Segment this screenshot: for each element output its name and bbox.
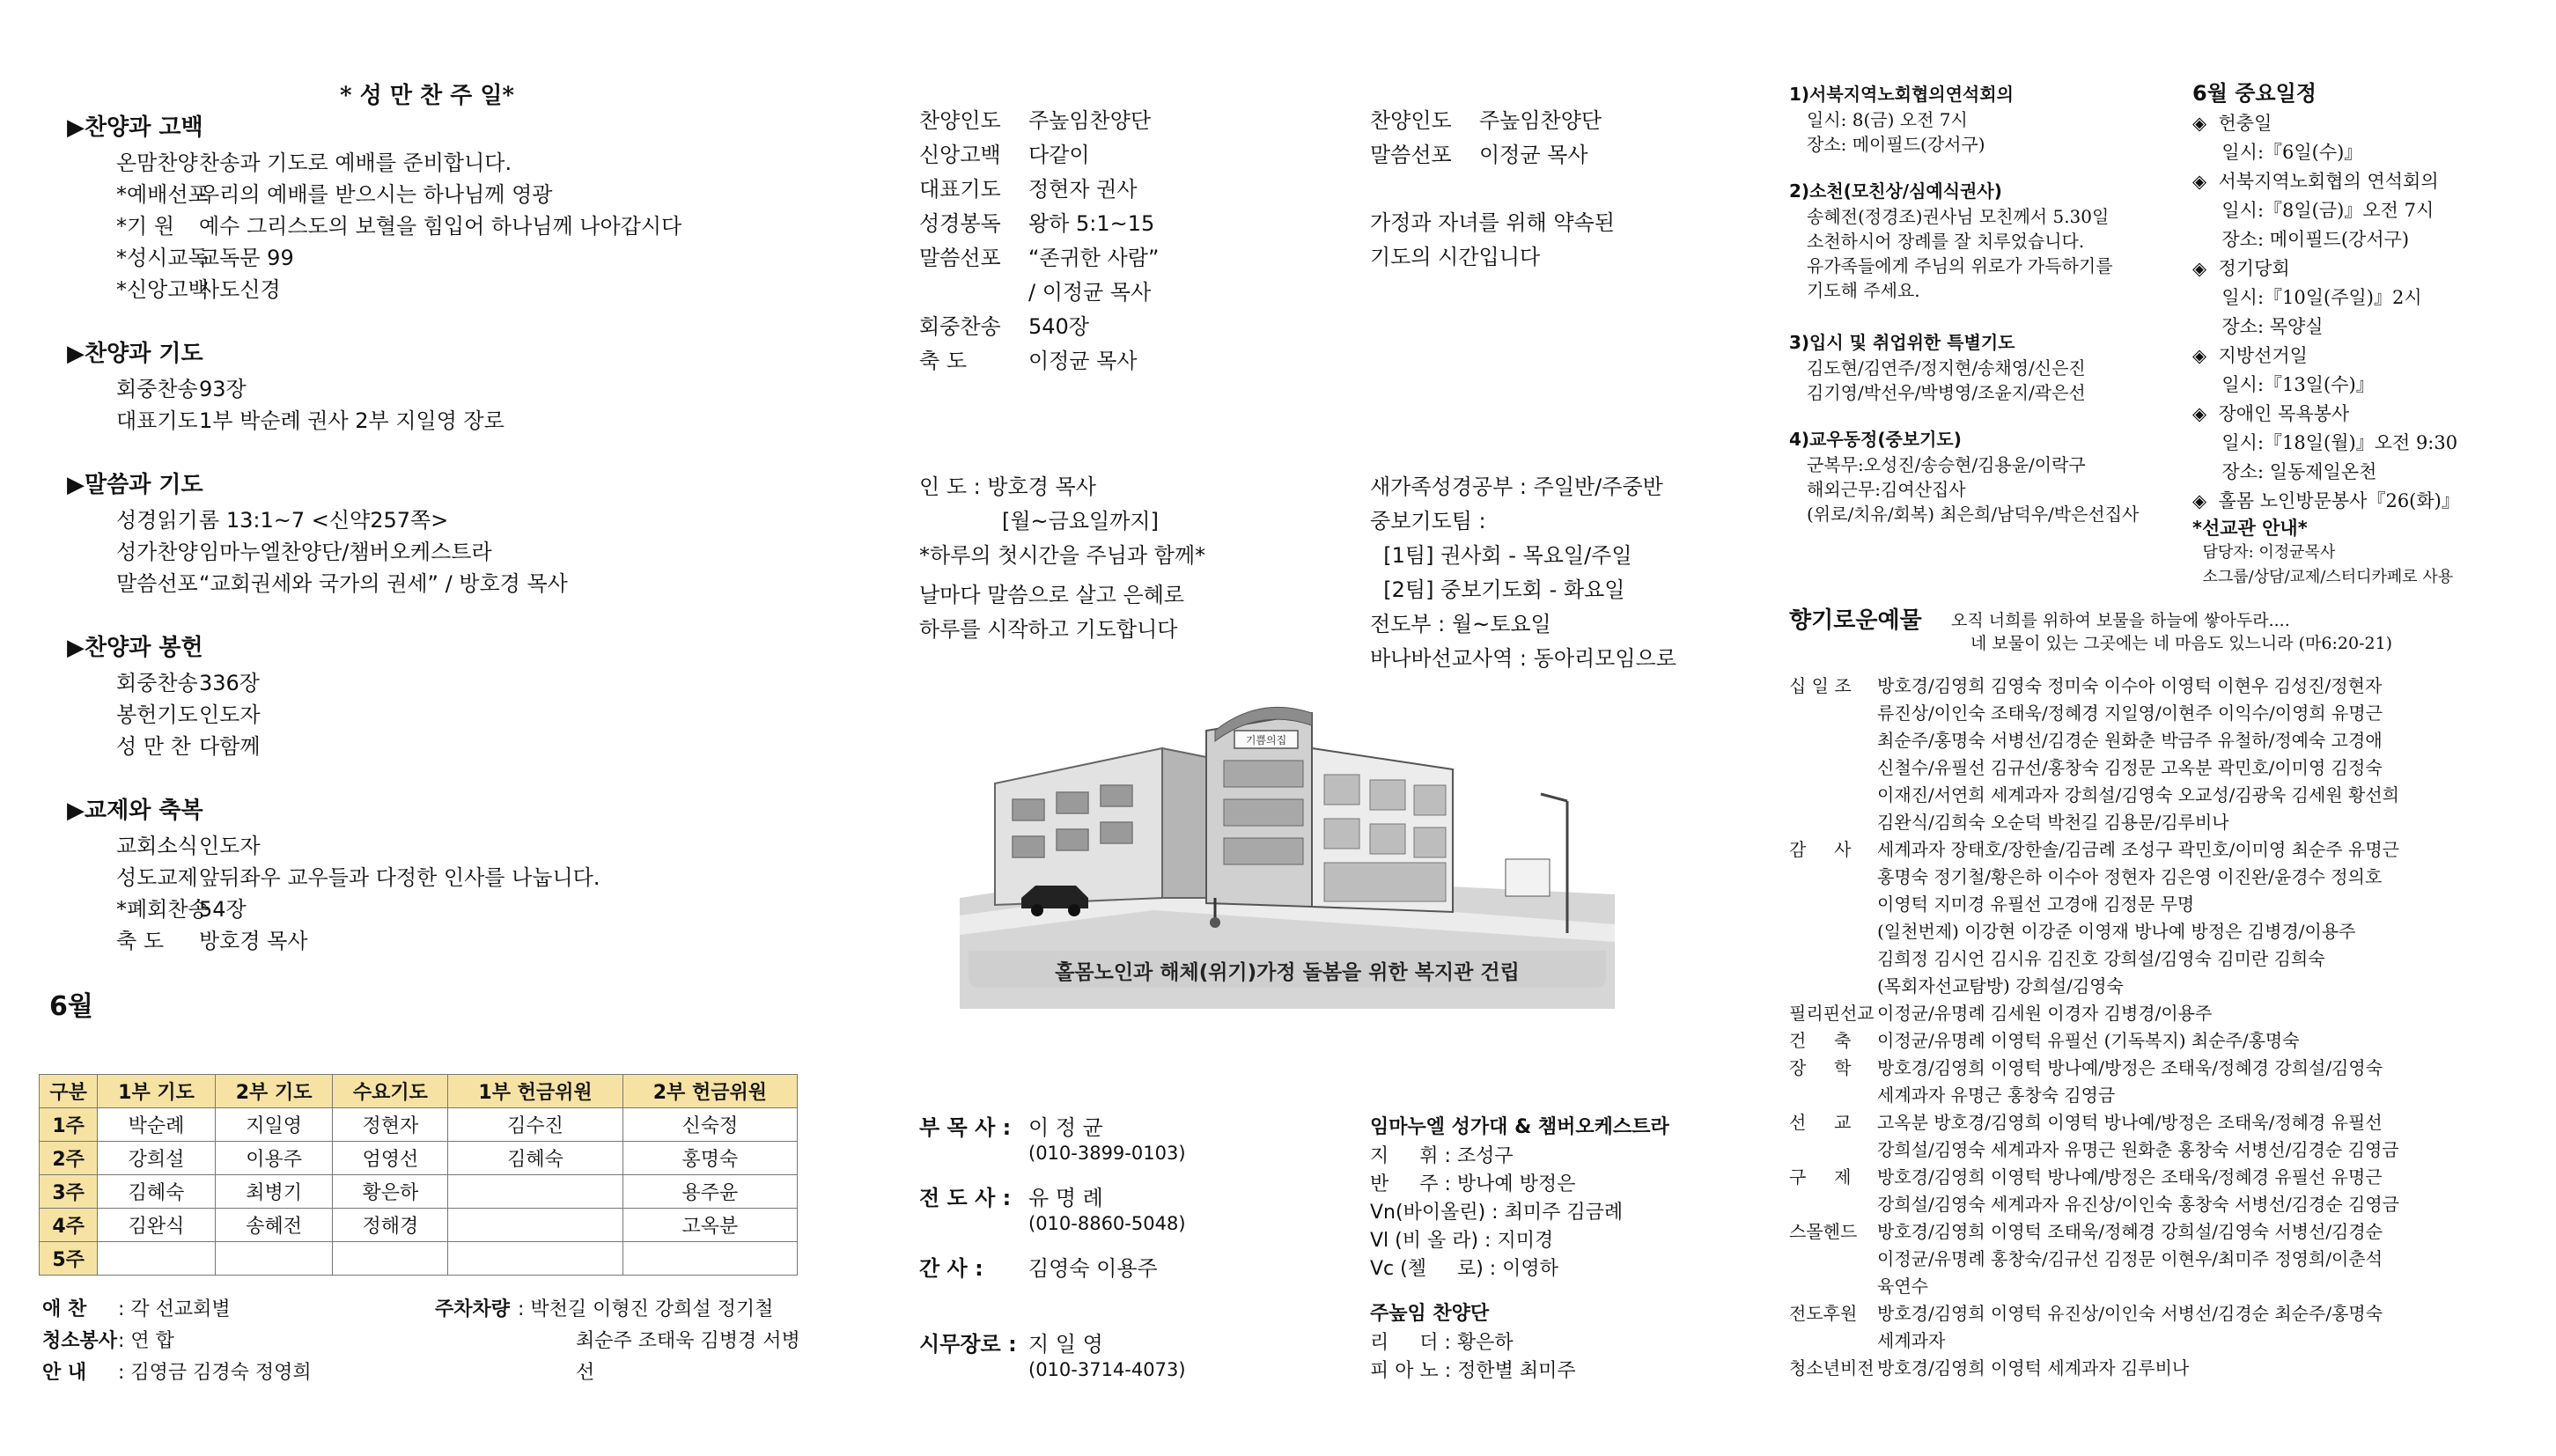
table-cell: 1주 — [40, 1108, 98, 1142]
parking-label: 주차차량 — [435, 1298, 511, 1320]
offering-category: 전도후원 — [1789, 1303, 1858, 1324]
offering-names: 육연수 — [1877, 1276, 1928, 1297]
service-line-value: 이정균 목사 — [1479, 143, 1588, 167]
choir-line: Vn(바이올린) : 최미주 김금례 — [1370, 1202, 1624, 1224]
order-item-value: 교독문 99 — [199, 246, 294, 270]
staff-phone: (010-3714-4073) — [1028, 1359, 1186, 1380]
service-line-value: 이정균 목사 — [1028, 349, 1138, 373]
usher-label: 안 내 — [42, 1362, 87, 1384]
offering-category: 스몰헨드 — [1789, 1221, 1858, 1242]
service-line-label: 축 도 — [919, 349, 967, 373]
table-cell: 박순례 — [98, 1108, 216, 1142]
service-line-label: 대표기도 — [919, 177, 1001, 202]
offering-line — [1789, 1246, 2546, 1273]
news-title: 3)입시 및 취업위한 특별기도 — [1789, 332, 2015, 353]
order-item-value: 방호경 목사 — [199, 929, 308, 953]
news-item — [1789, 426, 2177, 526]
order-item-label: *신앙고백 — [116, 277, 209, 302]
offering-names: 세계과자 — [1877, 1330, 1946, 1351]
schedule-line: 일시:『8일(금)』오전 7시 — [2192, 200, 2434, 221]
meal-label: 애 찬 — [42, 1298, 87, 1320]
offering-names: 이영턱 지미경 유필선 고경애 김정문 무명 — [1877, 893, 2195, 915]
staff-entry — [919, 1331, 1324, 1382]
order-item-label: 성 만 찬 — [116, 734, 191, 759]
offering-line — [1789, 1082, 2546, 1109]
service-line-label: 찬양인도 — [919, 108, 1001, 133]
offering-line — [1789, 1273, 2546, 1300]
schedule-line: 일시:『6일(수)』 — [2192, 142, 2363, 163]
staff-row — [919, 1114, 1324, 1141]
offering-line — [1789, 1055, 2546, 1082]
table-cell: 최병기 — [215, 1175, 333, 1209]
left-footer — [42, 1294, 808, 1389]
table-cell: 2주 — [40, 1142, 98, 1175]
offerings-verse-2: 네 보물이 있는 그곳에는 네 마음도 있느니라 (마6:20-21) — [1970, 634, 2393, 653]
order-item-label: 축 도 — [116, 929, 164, 953]
staff-role: 전 도 사 : — [919, 1186, 1012, 1210]
offering-line — [1789, 1218, 2546, 1246]
staff-role: 부 목 사 : — [919, 1115, 1012, 1140]
order-item-label: 성도교제 — [116, 865, 198, 890]
order-item-label: 봉헌기도 — [116, 702, 198, 727]
staff-row — [919, 1331, 1324, 1357]
staff-name: 지 일 영 — [1028, 1332, 1103, 1357]
praise-line: 리 더 : 황은하 — [1370, 1332, 1514, 1354]
order-item — [67, 405, 859, 437]
schedule-line: 장소: 일동제일온천 — [2192, 461, 2377, 482]
welfare-center-illustration — [960, 695, 1615, 1009]
order-item — [67, 504, 859, 536]
offering-category: 감 사 — [1789, 839, 1852, 860]
service-line-label: 성경봉독 — [919, 211, 1001, 236]
schedule-line: 장소: 목양실 — [2192, 316, 2324, 337]
offering-line — [1789, 700, 2546, 727]
service-line-value: “존귀한 사람” — [1028, 246, 1160, 270]
order-item-label: *기 원 — [116, 214, 174, 239]
schedule-line: 담당자: 이정균목사 — [2192, 543, 2336, 562]
meal-value: : 각 선교회별 — [118, 1298, 231, 1320]
service-line — [919, 241, 1324, 276]
order-item-label: 교회소식 — [116, 834, 198, 858]
news-line: (위로/치유/회복) 최은희/남덕우/박은선집사 — [1807, 504, 2140, 525]
order-item-label: *폐회찬송 — [116, 897, 209, 922]
order-item-label: 회중찬송 — [116, 671, 198, 695]
offerings-verse-1: 오직 너희를 위하여 보물을 하늘에 쌓아두라.... — [1951, 611, 2290, 630]
service-line-label — [919, 276, 1028, 310]
offering-names: 류진상/이인숙 조태욱/정혜경 지일영/이현주 이익수/이영희 유명근 — [1877, 702, 2383, 724]
dawn-leader: 인 도 : 방호경 목사 — [919, 474, 1096, 499]
service-line — [919, 276, 1324, 310]
dawn-line-2: 하루를 시작하고 기도합니다 — [919, 617, 1178, 642]
news-line: 일시: 8(금) 오전 7시 — [1807, 109, 1968, 130]
order-item — [67, 179, 859, 210]
table-header-cell: 2부 기도 — [215, 1075, 333, 1108]
parking-value-1: : 박천길 이형진 강희설 정기철 — [518, 1298, 774, 1320]
order-item-value: 54장 — [199, 897, 247, 922]
offering-names: 방호경/김영희 이영턱 세계과자 김루비나 — [1877, 1357, 2190, 1379]
offering-names: 김희정 김시언 김시유 김진호 강희설/김영숙 김미란 김희숙 — [1877, 948, 2325, 969]
offering-category: 필리핀선교 — [1789, 1003, 1875, 1024]
table-cell — [448, 1209, 622, 1242]
order-item — [67, 830, 859, 862]
schedule-line: ◈ 서북지역노회협의 연석회의 — [2192, 171, 2439, 192]
news-item — [1789, 178, 2177, 303]
order-item-value: 찬송과 기도로 예배를 준비합니다. — [199, 151, 512, 175]
service-line-label: 회중찬송 — [919, 314, 1001, 339]
staff-name: 유 명 례 — [1028, 1186, 1103, 1210]
section-heading: ▶교제와 축복 — [67, 798, 203, 824]
table-cell — [98, 1242, 216, 1276]
service-line-label: 찬양인도 — [1370, 108, 1452, 133]
staff-name: 이 정 균 — [1028, 1115, 1103, 1140]
offering-names: (목회자선교탐방) 강희설/김영숙 — [1877, 975, 2124, 996]
table-cell: 5주 — [40, 1242, 98, 1276]
building-sign: 기쁨의집 — [1245, 734, 1287, 746]
order-item — [67, 242, 859, 274]
section-heading: ▶찬양과 기도 — [67, 341, 203, 367]
order-item-label: *예배선포 — [116, 182, 209, 207]
table-cell: 엄영선 — [333, 1142, 448, 1175]
offering-line — [1789, 1191, 2546, 1218]
offering-names: 이정균/유명례 김세원 이경자 김병경/이용주 — [1877, 1003, 2213, 1024]
wednesday-service-order — [1370, 104, 1757, 173]
offering-category: 건 축 — [1789, 1030, 1852, 1051]
order-item-label: *성시교독 — [116, 246, 209, 270]
praise-line: 피 아 노 : 정한별 최미주 — [1370, 1360, 1576, 1382]
offerings-title: 향기로운예물 — [1789, 607, 1922, 634]
news-line: 김기영/박선우/박병영/조윤지/곽은선 — [1807, 382, 2086, 403]
schedule-line: *선교관 안내* — [2192, 518, 2308, 539]
offering-line — [1789, 1000, 2546, 1027]
news-line: 해외근무:김여산집사 — [1807, 479, 1966, 500]
dawn-line-1: 날마다 말씀으로 살고 은혜로 — [919, 583, 1185, 607]
service-line — [919, 138, 1324, 173]
service-line-value: 주높임찬양단 — [1479, 108, 1602, 133]
news-line: 김도현/김연주/정지현/송채영/신은진 — [1807, 357, 2086, 379]
praise-team-title: 주높임 찬양단 — [1370, 1303, 1490, 1325]
table-cell: 강희설 — [98, 1142, 216, 1175]
news-line: 소천하시어 장례를 잘 치루었습니다. — [1807, 231, 2085, 252]
service-line — [919, 104, 1324, 138]
schedule-line: ◈ 지방선거일 — [2192, 345, 2308, 366]
offering-category: 청소년비전 — [1789, 1357, 1875, 1379]
offering-line — [1789, 891, 2546, 918]
table-cell — [448, 1175, 622, 1209]
month-heading: 6월 — [49, 991, 93, 1022]
service-line-label: 신앙고백 — [919, 143, 1001, 167]
offering-names: 이정균/유명례 이영턱 유필선 (기독복지) 최순주/홍명숙 — [1877, 1030, 2300, 1051]
section-heading: ▶찬양과 봉헌 — [67, 635, 203, 661]
offering-names: 세계과자 유명근 홍창숙 김영금 — [1877, 1085, 2116, 1106]
offering-names: 김완식/김희숙 오순덕 박천길 김용문/김루비나 — [1877, 812, 2229, 833]
staff-phone: (010-8860-5048) — [1028, 1213, 1186, 1234]
offering-names: 방호경/김영희 이영턱 방나예/방정은 조태욱/정혜경 강희설/김영숙 — [1877, 1057, 2383, 1078]
june-schedule — [2192, 77, 2545, 590]
offering-line — [1789, 1136, 2546, 1164]
service-line — [1370, 104, 1757, 138]
order-item-label: 대표기도 — [116, 408, 198, 433]
offering-line — [1789, 864, 2546, 891]
choir-line: 지 휘 : 조성구 — [1370, 1145, 1514, 1167]
offering-line — [1789, 1109, 2546, 1136]
order-item-value: 1부 박순례 권사 2부 지일영 장로 — [199, 408, 505, 433]
offering-names: 세계과자 장태호/장한솔/김금례 조성구 곽민호/이미영 최순주 유명근 — [1877, 839, 2399, 860]
ministry-line: [1팀] 권사회 - 목요일/주일 — [1370, 543, 1632, 568]
order-item-label: 성가찬양 — [116, 540, 198, 564]
order-item — [67, 536, 859, 568]
order-item-label: 온맘찬양 — [116, 151, 198, 175]
offerings — [1789, 599, 2546, 1382]
offering-names: 강희설/김영숙 세계과자 유진상/이인숙 홍창숙 서병선/김경순 김영금 — [1877, 1194, 2399, 1215]
ministry-line: 바나바선교사역 : 동아리모임으로 — [1370, 646, 1676, 671]
order-item — [67, 893, 859, 925]
offering-names: 방호경/김영희 이영턱 조태욱/정혜경 강희설/김영숙 서병선/김경순 — [1877, 1221, 2383, 1242]
offering-line — [1789, 754, 2546, 782]
order-item-value: 93장 — [199, 377, 247, 401]
table-cell: 김완식 — [98, 1209, 216, 1242]
service-line-value: 다같이 — [1028, 143, 1090, 167]
order-item-value: 336장 — [199, 671, 260, 695]
section-heading: ▶찬양과 고백 — [67, 114, 203, 141]
ministry-line: 새가족성경공부 : 주일반/주중반 — [1370, 474, 1663, 499]
order-item — [67, 699, 859, 731]
order-item-value: 앞뒤좌우 교우들과 다정한 인사를 나눕니다. — [199, 865, 600, 890]
order-item-label: 성경읽기 — [116, 508, 198, 533]
service-line-value: 540장 — [1028, 314, 1089, 339]
offering-line — [1789, 727, 2546, 754]
offering-names: 강희설/김영숙 세계과자 유명근 원화춘 홍창숙 서병선/김경순 김영금 — [1877, 1139, 2399, 1160]
staff-entry — [919, 1114, 1324, 1166]
offering-category: 십 일 조 — [1789, 675, 1852, 696]
offering-names: 방호경/김영희 이영턱 유진상/이인숙 서병선/김경순 최순주/홍명숙 — [1877, 1303, 2383, 1324]
table-cell: 고옥분 — [622, 1209, 797, 1242]
service-line-value: 왕하 5:1~15 — [1028, 211, 1155, 236]
section-heading: ▶말씀과 기도 — [67, 472, 203, 498]
family-prayer-line-2: 기도의 시간입니다 — [1370, 245, 1541, 269]
ministry-line: [2팀] 중보기도회 - 화요일 — [1370, 577, 1625, 602]
offering-names: 이재진/서연희 세계과자 강희설/김영숙 오교성/김광욱 김세원 황선희 — [1877, 784, 2399, 805]
table-row — [40, 1142, 798, 1175]
family-prayer-note — [1370, 206, 1615, 275]
table-cell: 4주 — [40, 1209, 98, 1242]
dawn-slogan: *하루의 첫시간을 주님과 함께* — [919, 543, 1206, 568]
table-header-cell: 1부 기도 — [98, 1075, 216, 1108]
order-item — [67, 373, 859, 405]
offering-line — [1789, 673, 2546, 700]
ministry-line: 전도부 : 월~토요일 — [1370, 612, 1551, 636]
offering-category: 구 제 — [1789, 1166, 1852, 1188]
order-item — [67, 568, 859, 599]
table-cell: 용주윤 — [622, 1175, 797, 1209]
news-item — [1789, 81, 2177, 157]
schedule-line: ◈ 헌충일 — [2192, 113, 2272, 134]
building-caption: 홀몸노인과 해체(위기)가정 돌봄을 위한 복지관 건립 — [1055, 961, 1520, 984]
service-line-label: 말씀선포 — [919, 246, 1001, 270]
service-line — [919, 344, 1324, 379]
offering-line — [1789, 1027, 2546, 1055]
order-item-value: 인도자 — [199, 702, 261, 727]
parking-value-2: 최순주 조태욱 김병경 서병선 — [576, 1330, 800, 1384]
second-service-order — [919, 104, 1324, 379]
staff-entry — [919, 1255, 1324, 1282]
order-item-value: “교회권세와 국가의 권세” / 방호경 목사 — [199, 571, 568, 596]
schedule-line: 일시:『10일(주일)』2시 — [2192, 287, 2422, 308]
order-item — [67, 147, 859, 179]
table-cell: 홍명숙 — [622, 1142, 797, 1175]
offering-category: 선 교 — [1789, 1112, 1852, 1133]
cleaning-label: 청소봉사 — [42, 1330, 118, 1352]
cleaning-value: : 연 합 — [118, 1330, 174, 1352]
news-line: 기도해 주세요. — [1807, 280, 1920, 301]
offering-names: 고옥분 방호경/김영희 이영턱 방나예/방정은 조태욱/정혜경 유필선 — [1877, 1112, 2383, 1133]
usher-value: : 김영금 김경숙 정영희 — [118, 1362, 312, 1384]
table-cell — [448, 1242, 622, 1276]
news-line: 유가족들에게 주님의 위로가 가득하기를 — [1807, 255, 2113, 276]
table-header-cell: 수요기도 — [333, 1075, 448, 1108]
service-line-value: / 이정균 목사 — [1028, 280, 1152, 305]
order-item-value: 인도자 — [199, 834, 261, 858]
order-item — [67, 731, 859, 762]
offering-category: 장 학 — [1789, 1057, 1852, 1078]
staff-role: 시무장로 : — [919, 1332, 1017, 1357]
choir-title: 임마누엘 성가대 & 챔버오케스트라 — [1370, 1116, 1669, 1138]
choir-info — [1370, 1113, 1757, 1386]
offering-line — [1789, 836, 2546, 864]
table-cell: 이용주 — [215, 1142, 333, 1175]
staff-role: 간 사 : — [919, 1256, 983, 1281]
table-cell: 신숙정 — [622, 1108, 797, 1142]
service-line — [1370, 138, 1757, 173]
offering-line — [1789, 1355, 2546, 1382]
order-item-value: 사도신경 — [199, 277, 281, 302]
table-cell: 정현자 — [333, 1108, 448, 1142]
offering-line — [1789, 918, 2546, 945]
service-title: * 성 만 찬 주 일* — [340, 83, 515, 109]
table-row — [40, 1242, 798, 1276]
schedule-line: 소그룹/상담/교제/스터디카페로 사용 — [2192, 568, 2454, 586]
order-item-value: 우리의 예배를 받으시는 하나님께 영광 — [199, 182, 553, 207]
table-cell: 김혜숙 — [448, 1142, 622, 1175]
table-header-cell: 구분 — [40, 1075, 98, 1108]
choir-line: Vl (비 올 라) : 지미경 — [1370, 1230, 1554, 1252]
choir-line: Vc (첼 로) : 이영하 — [1370, 1258, 1558, 1280]
service-line-value: 정현자 권사 — [1028, 177, 1138, 202]
schedule-line: 장소: 메이필드(강서구) — [2192, 229, 2410, 250]
table-cell — [215, 1242, 333, 1276]
order-item — [67, 862, 859, 893]
table-row — [40, 1108, 798, 1142]
order-item-label: 회중찬송 — [116, 377, 198, 401]
offering-names: (일천번제) 이강현 이강준 이영재 방나예 방정은 김병경/이용주 — [1877, 921, 2356, 942]
table-cell — [622, 1242, 797, 1276]
offering-names: 홍명숙 정기철/황은하 이수아 정현자 김은영 이진완/윤경수 정의호 — [1877, 866, 2383, 887]
staff-row — [919, 1185, 1324, 1211]
table-cell: 정해경 — [333, 1209, 448, 1242]
service-line-label: 말씀선포 — [1370, 143, 1452, 167]
schedule-line: ◈ 홀몸 노인방문봉사『26(화)』 — [2192, 490, 2460, 511]
schedule-line: ◈ 정기당회 — [2192, 258, 2290, 279]
church-news — [1789, 81, 2177, 548]
offering-line — [1789, 1327, 2546, 1355]
service-line — [919, 207, 1324, 241]
schedule-line: 일시:『13일(수)』 — [2192, 374, 2375, 395]
june-schedule-title: 6월 중요일정 — [2192, 81, 2317, 106]
offering-names: 신철수/유필선 김규선/홍창숙 김정문 고옥분 곽민호/이미영 김정숙 — [1877, 757, 2383, 778]
news-line: 송혜전(정경조)권사님 모친께서 5.30일 — [1807, 206, 2110, 227]
order-item-value: 예수 그리스도의 보혈을 힘입어 하나님께 나아갑시다 — [199, 214, 682, 239]
dawn-prayer-info — [919, 470, 1359, 647]
offering-line — [1789, 782, 2546, 809]
table-cell — [333, 1242, 448, 1276]
order-item-value: 다함께 — [199, 734, 261, 759]
table-header-cell: 1부 헌금위원 — [448, 1075, 622, 1108]
table-cell: 3주 — [40, 1175, 98, 1209]
table-cell: 지일영 — [215, 1108, 333, 1142]
order-item-label: 말씀선포 — [116, 571, 198, 596]
news-title: 4)교우동정(중보기도) — [1789, 429, 1962, 450]
offering-line — [1789, 809, 2546, 836]
news-line: 군복무:오성진/송승현/김용윤/이락구 — [1807, 454, 2086, 475]
dawn-days: [월~금요일까지] — [1002, 509, 1159, 533]
table-cell: 황은하 — [333, 1175, 448, 1209]
order-item — [67, 667, 859, 699]
offering-line — [1789, 1300, 2546, 1327]
ministry-line: 중보기도팀 : — [1370, 509, 1486, 533]
news-item — [1789, 329, 2177, 405]
worship-sections — [67, 109, 859, 957]
offering-names: 방호경/김영희 김영숙 정미숙 이수아 이영턱 이현우 김성진/정현자 — [1877, 675, 2383, 696]
offering-line — [1789, 1164, 2546, 1191]
table-row — [40, 1175, 798, 1209]
table-cell: 송혜전 — [215, 1209, 333, 1242]
schedule-line: 일시:『18일(월)』오전 9:30 — [2192, 432, 2458, 453]
order-item — [67, 925, 859, 957]
service-line — [919, 173, 1324, 207]
offering-names: 이정균/유명례 홍창숙/김규선 김정문 이현우/최미주 정영희/이춘석 — [1877, 1248, 2383, 1269]
order-item-value: 롬 13:1~7 <신약257쪽> — [199, 508, 449, 533]
table-cell: 김혜숙 — [98, 1175, 216, 1209]
table-cell: 김수진 — [448, 1108, 622, 1142]
staff-directory — [919, 1114, 1324, 1401]
order-item — [67, 210, 859, 242]
service-line-value: 주높임찬양단 — [1028, 108, 1152, 133]
staff-name: 김영숙 이용주 — [1028, 1256, 1158, 1281]
order-item-value: 임마누엘찬양단/챔버오케스트라 — [199, 540, 492, 564]
schedule-line: ◈ 장애인 목욕봉사 — [2192, 403, 2350, 424]
june-duty-table — [39, 1074, 798, 1276]
news-title: 1)서북지역노회협의연석회의 — [1789, 84, 2014, 105]
offering-names: 최순주/홍명숙 서병선/김경순 원화춘 박금주 유철하/정예숙 고경애 — [1877, 730, 2383, 751]
staff-phone: (010-3899-0103) — [1028, 1143, 1186, 1164]
order-item — [67, 274, 859, 305]
offering-line — [1789, 973, 2546, 1000]
choir-line: 반 주 : 방나예 방정은 — [1370, 1173, 1576, 1195]
offering-names: 방호경/김영희 이영턱 방나예/방정은 조태욱/정혜경 유필선 유명근 — [1877, 1166, 2383, 1188]
news-line: 장소: 메이필드(강서구) — [1807, 134, 1985, 155]
staff-entry — [919, 1185, 1324, 1236]
family-prayer-line-1: 가정과 자녀를 위해 약속된 — [1370, 210, 1615, 235]
table-header-cell: 2부 헌금위원 — [622, 1075, 797, 1108]
table-row — [40, 1209, 798, 1242]
staff-row — [919, 1255, 1324, 1282]
news-title: 2)소천(모친상/심예식권사) — [1789, 180, 2002, 202]
service-line — [919, 310, 1324, 344]
ministry-info — [1370, 470, 1775, 676]
offering-line — [1789, 945, 2546, 973]
